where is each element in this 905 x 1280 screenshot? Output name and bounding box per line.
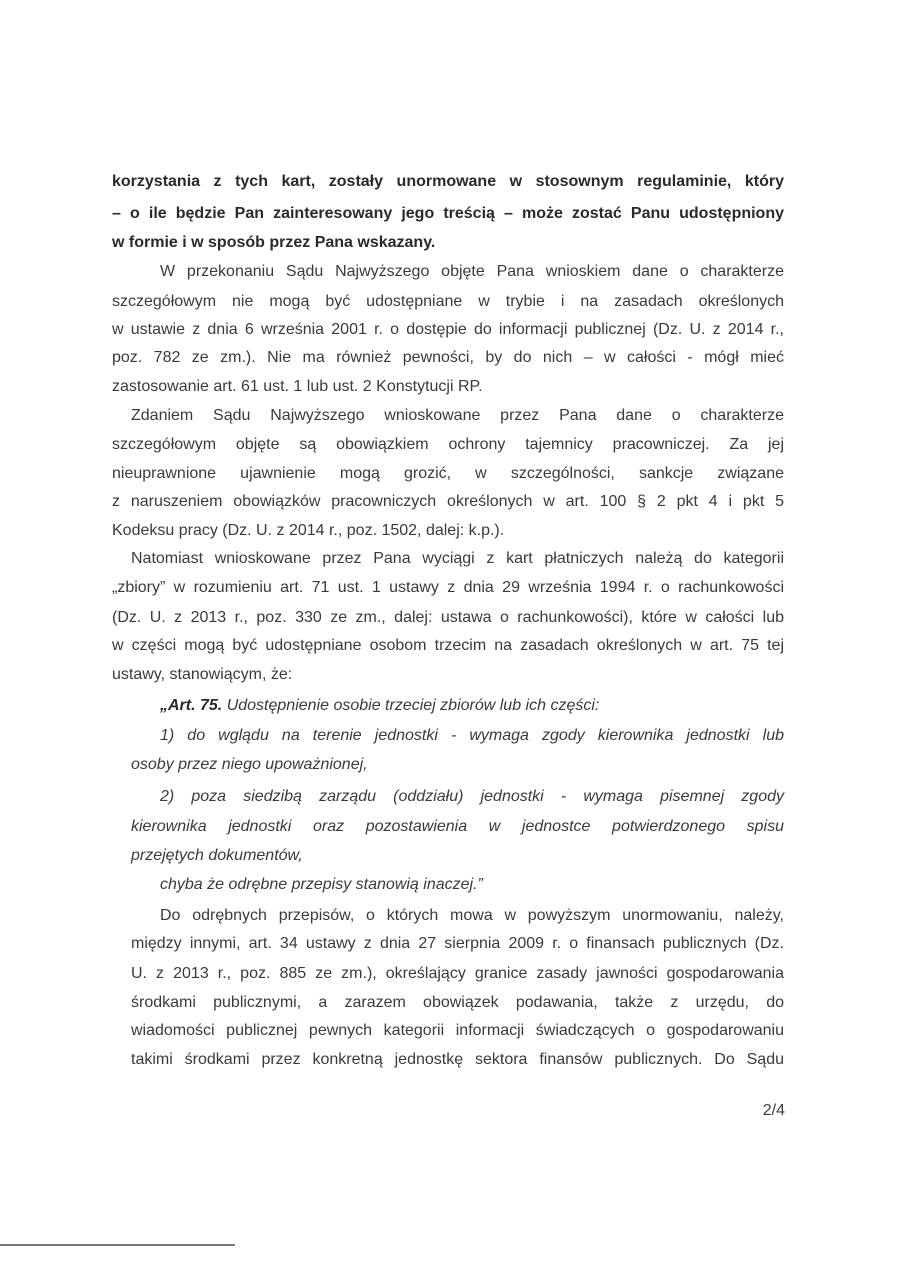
- article-reference: „Art. 75.: [160, 697, 223, 714]
- quote-line: kierownika jednostki oraz pozostawienia w jednostce potwierdzonego spisu: [131, 818, 784, 835]
- text-line: szczegółowym objęte są obowiązkiem ochrony tajemnicy pracowniczej. Za jej: [112, 436, 784, 453]
- text-line: wiadomości publicznej pewnych kategorii informacji świadczących o gospodarowaniu: [131, 1022, 784, 1039]
- quote-heading: [160, 696, 784, 716]
- text-line: w ustawie z dnia 6 września 2001 r. o dostępie do informacji publicznej (Dz. U. z 2014 r.,: [112, 321, 784, 338]
- quote-heading-text: Udostępnienie osobie trzeciej zbiorów lub ich części:: [226, 697, 600, 714]
- text-line: Kodeksu pracy (Dz. U. z 2014 r., poz. 1502, dalej: k.p.).: [112, 522, 505, 539]
- text-line: „zbiory” w rozumieniu art. 71 ust. 1 ustawy z dnia 29 września 1994 r. o rachunkowości: [112, 579, 784, 596]
- text-line: (Dz. U. z 2013 r., poz. 330 ze zm., dalej: ustawa o rachunkowości), które w całości lub: [112, 609, 784, 626]
- quote-line: chyba że odrębne przepisy stanowią inaczej.”: [160, 876, 483, 893]
- page-number: 2/4: [762, 1102, 785, 1119]
- text-line: w formie i w sposób przez Pana wskazany.: [112, 234, 436, 251]
- quote-line: osoby przez niego upoważnionej,: [131, 756, 368, 773]
- text-line: ustawy, stanowiącym, że:: [112, 666, 293, 683]
- text-line: – o ile będzie Pan zainteresowany jego treścią – może zostać Panu udostępniony: [112, 205, 784, 222]
- scan-artifact-line: [0, 1244, 235, 1246]
- text-line: z naruszeniem obowiązków pracowniczych określonych w art. 100 § 2 pkt 4 i pkt 5: [112, 493, 784, 510]
- text-line: Natomiast wnioskowane przez Pana wyciągi z kart płatniczych należą do kategorii: [131, 550, 784, 567]
- text-line: Zdaniem Sądu Najwyższego wnioskowane przez Pana dane o charakterze: [131, 407, 784, 424]
- text-line: takimi środkami przez konkretną jednostkę sektora finansów publicznych. Do Sądu: [131, 1051, 784, 1068]
- text-line: zastosowanie art. 61 ust. 1 lub ust. 2 Konstytucji RP.: [112, 378, 483, 395]
- quote-line: 1) do wglądu na terenie jednostki - wymaga zgody kierownika jednostki lub: [160, 727, 784, 744]
- text-line: między innymi, art. 34 ustawy z dnia 27 sierpnia 2009 r. o finansach publicznych (Dz.: [131, 935, 784, 952]
- text-line: poz. 782 ze zm.). Nie ma również pewności, by do nich – w całości - mógł mieć: [112, 349, 784, 366]
- text-line: W przekonaniu Sądu Najwyższego objęte Pana wnioskiem dane o charakterze: [160, 263, 784, 280]
- quote-line: 2) poza siedzibą zarządu (oddziału) jednostki - wymaga pisemnej zgody: [160, 788, 784, 805]
- text-line: w części mogą być udostępniane osobom trzecim na zasadach określonych w art. 75 tej: [112, 637, 784, 654]
- text-line: środkami publicznymi, a zarazem obowiązek podawania, także z urzędu, do: [131, 994, 784, 1011]
- quote-line: przejętych dokumentów,: [131, 847, 303, 864]
- text-line: korzystania z tych kart, zostały unormowane w stosownym regulaminie, który: [112, 173, 784, 190]
- text-line: szczegółowym nie mogą być udostępniane w trybie i na zasadach określonych: [112, 293, 784, 310]
- text-line: nieuprawnione ujawnienie mogą grozić, w szczególności, sankcje związane: [112, 465, 784, 482]
- text-line: Do odrębnych przepisów, o których mowa w powyższym unormowaniu, należy,: [160, 907, 784, 924]
- text-line: U. z 2013 r., poz. 885 ze zm.), określający granice zasady jawności gospodarowania: [131, 965, 784, 982]
